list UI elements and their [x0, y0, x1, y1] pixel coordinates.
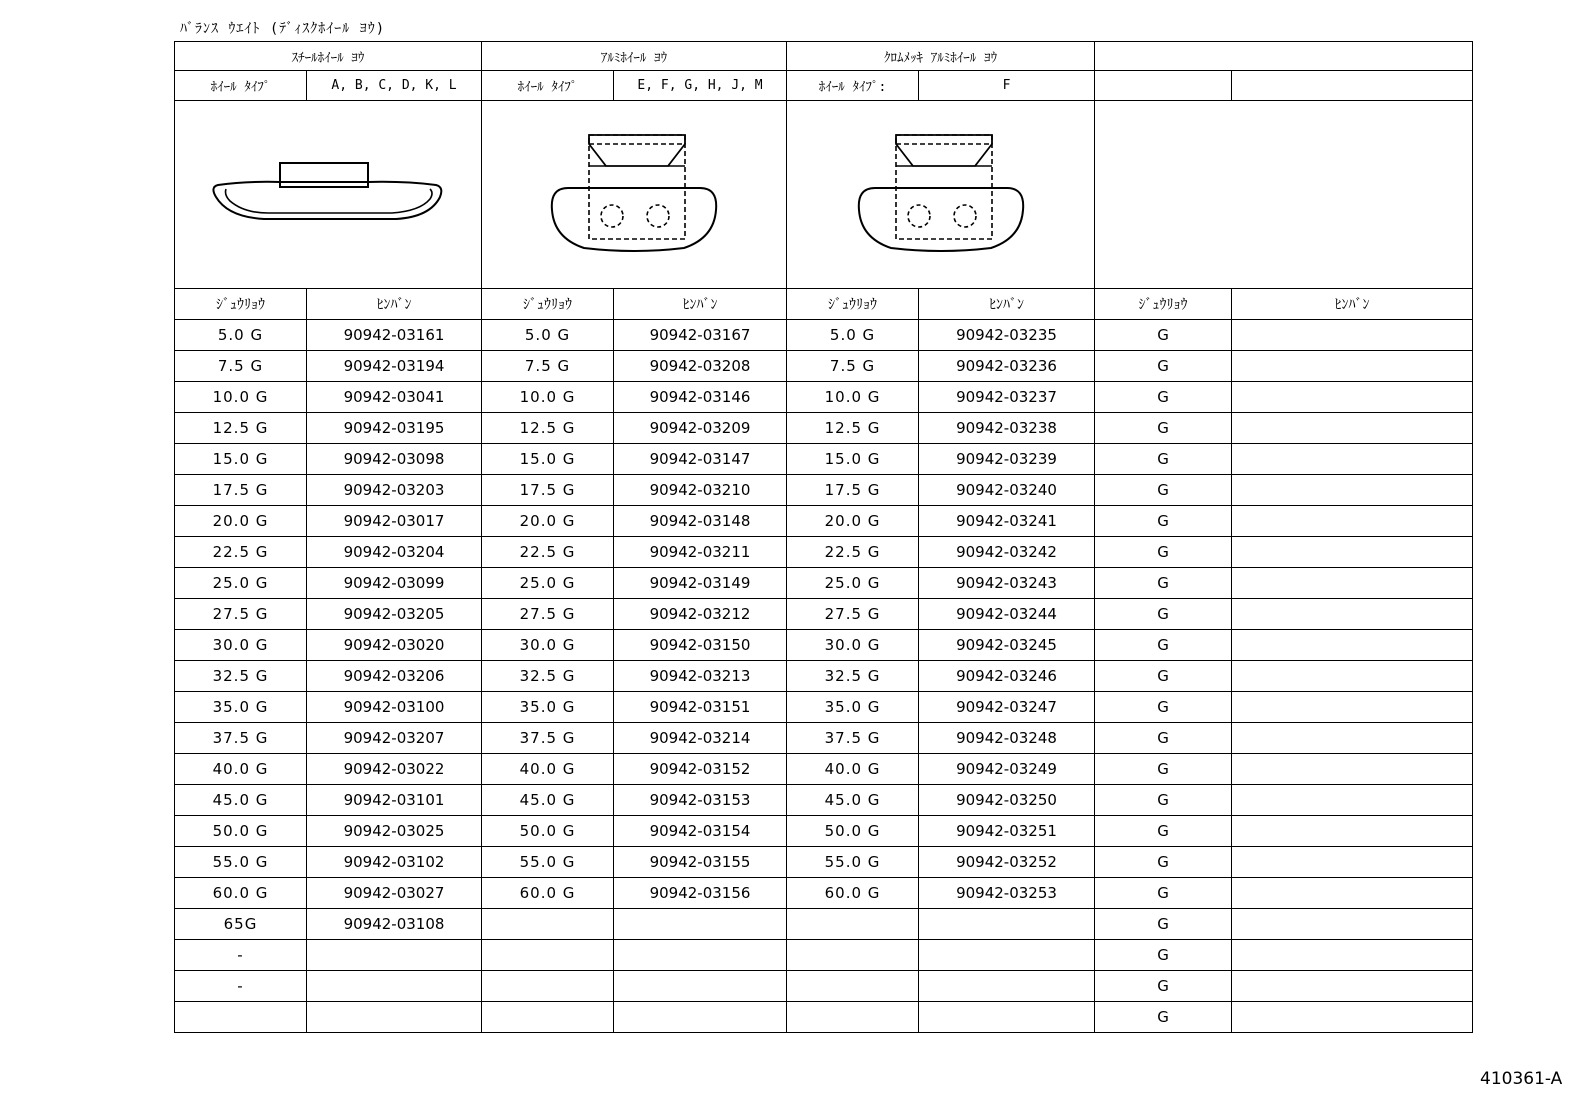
part-number-cell: [1232, 351, 1473, 382]
part-number-cell: 90942-03249: [919, 754, 1095, 785]
group-header-alumi: ｱﾙﾐﾎｲｰﾙ ﾖｳ: [482, 42, 787, 71]
wheel-type-value: F: [919, 71, 1095, 101]
weight-cell: 32.5 G: [482, 661, 614, 692]
adhesive-weight-icon: [851, 130, 1031, 260]
weight-cell: 37.5 G: [175, 723, 307, 754]
page-title: ﾊﾞﾗﾝｽ ｳｴｲﾄ (ﾃﾞｨｽｸﾎｲｰﾙ ﾖｳ): [180, 21, 386, 37]
weight-cell: 27.5 G: [175, 599, 307, 630]
part-number-cell: [307, 940, 482, 971]
table-row: [175, 351, 1473, 382]
weight-column-header: ｼﾞｭｳﾘｮｳ: [787, 289, 919, 320]
part-number-cell: 90942-03100: [307, 692, 482, 723]
weight-cell: 30.0 G: [175, 630, 307, 661]
wheel-type-value: A, B, C, D, K, L: [307, 71, 482, 101]
weight-cell: 12.5 G: [482, 413, 614, 444]
part-number-cell: 90942-03017: [307, 506, 482, 537]
weight-cell: 12.5 G: [175, 413, 307, 444]
part-number-cell: 90942-03041: [307, 382, 482, 413]
part-number-cell: 90942-03238: [919, 413, 1095, 444]
weight-cell: [787, 971, 919, 1002]
part-number-cell: 90942-03205: [307, 599, 482, 630]
table-row: [175, 661, 1473, 692]
weight-cell: 60.0 G: [482, 878, 614, 909]
part-number-cell: [1232, 444, 1473, 475]
part-number-cell: 90942-03099: [307, 568, 482, 599]
part-number-cell: 90942-03212: [614, 599, 787, 630]
part-number-cell: [1232, 878, 1473, 909]
part-number-cell: 90942-03025: [307, 816, 482, 847]
blank-diagram-cell: [1095, 101, 1473, 289]
part-number-cell: [1232, 661, 1473, 692]
weight-cell: 27.5 G: [482, 599, 614, 630]
weight-cell: 10.0 G: [482, 382, 614, 413]
weight-cell: G: [1095, 723, 1232, 754]
part-number-cell: 90942-03208: [614, 351, 787, 382]
weight-cell: 7.5 G: [787, 351, 919, 382]
part-number-cell: 90942-03204: [307, 537, 482, 568]
weight-cell: G: [1095, 320, 1232, 351]
part-number-cell: 90942-03156: [614, 878, 787, 909]
part-number-cell: [1232, 847, 1473, 878]
weight-cell: 55.0 G: [175, 847, 307, 878]
part-number-cell: [919, 1002, 1095, 1033]
weight-cell: 12.5 G: [787, 413, 919, 444]
part-number-cell: [1232, 785, 1473, 816]
part-number-cell: 90942-03146: [614, 382, 787, 413]
weight-cell: 50.0 G: [787, 816, 919, 847]
weight-cell: [787, 940, 919, 971]
weight-cell: 25.0 G: [482, 568, 614, 599]
weight-cell: 37.5 G: [787, 723, 919, 754]
wheel-type-value: E, F, G, H, J, M: [614, 71, 787, 101]
wheel-type-value: [1232, 71, 1473, 101]
part-number-cell: 90942-03235: [919, 320, 1095, 351]
part-column-header: ﾋﾝﾊﾞﾝ: [614, 289, 787, 320]
weight-cell: 17.5 G: [787, 475, 919, 506]
weight-cell: G: [1095, 661, 1232, 692]
weight-cell: 7.5 G: [175, 351, 307, 382]
weight-cell: G: [1095, 506, 1232, 537]
part-number-cell: 90942-03195: [307, 413, 482, 444]
weight-cell: 45.0 G: [175, 785, 307, 816]
weight-cell: 5.0 G: [175, 320, 307, 351]
weight-cell: G: [1095, 971, 1232, 1002]
part-number-cell: 90942-03210: [614, 475, 787, 506]
weight-cell: -: [175, 940, 307, 971]
part-number-cell: [1232, 971, 1473, 1002]
part-number-cell: [1232, 320, 1473, 351]
weight-cell: 40.0 G: [175, 754, 307, 785]
part-number-cell: 90942-03206: [307, 661, 482, 692]
balance-weight-table: [174, 41, 1473, 1033]
table-row: [175, 599, 1473, 630]
part-column-header: ﾋﾝﾊﾞﾝ: [919, 289, 1095, 320]
part-number-cell: 90942-03243: [919, 568, 1095, 599]
document-code: 410361-A: [1480, 1069, 1563, 1089]
part-number-cell: [1232, 475, 1473, 506]
weight-cell: 15.0 G: [175, 444, 307, 475]
part-number-cell: 90942-03167: [614, 320, 787, 351]
part-number-cell: 90942-03154: [614, 816, 787, 847]
part-number-cell: 90942-03101: [307, 785, 482, 816]
table-row: [175, 506, 1473, 537]
clip-on-weight-icon: [208, 155, 448, 235]
part-number-cell: [1232, 816, 1473, 847]
part-number-cell: [1232, 940, 1473, 971]
weight-cell: 27.5 G: [787, 599, 919, 630]
part-number-cell: 90942-03211: [614, 537, 787, 568]
part-number-cell: 90942-03020: [307, 630, 482, 661]
part-number-cell: [1232, 1002, 1473, 1033]
weight-cell: G: [1095, 413, 1232, 444]
weight-cell: G: [1095, 599, 1232, 630]
part-number-cell: 90942-03241: [919, 506, 1095, 537]
weight-cell: 35.0 G: [787, 692, 919, 723]
weight-cell: 15.0 G: [787, 444, 919, 475]
part-number-cell: 90942-03244: [919, 599, 1095, 630]
part-number-cell: [1232, 630, 1473, 661]
weight-cell: 37.5 G: [482, 723, 614, 754]
weight-cell: G: [1095, 444, 1232, 475]
weight-cell: 7.5 G: [482, 351, 614, 382]
part-number-cell: 90942-03253: [919, 878, 1095, 909]
weight-cell: [482, 909, 614, 940]
weight-cell: [482, 940, 614, 971]
part-number-cell: 90942-03245: [919, 630, 1095, 661]
weight-cell: [787, 909, 919, 940]
part-number-cell: [1232, 723, 1473, 754]
weight-cell: 32.5 G: [787, 661, 919, 692]
part-number-cell: 90942-03252: [919, 847, 1095, 878]
part-number-cell: [1232, 506, 1473, 537]
table-row: [175, 816, 1473, 847]
part-number-cell: 90942-03161: [307, 320, 482, 351]
adhesive-weight-icon: [544, 130, 724, 260]
part-number-cell: 90942-03250: [919, 785, 1095, 816]
part-number-cell: 90942-03151: [614, 692, 787, 723]
wheel-type-label: [1095, 71, 1232, 101]
weight-cell: G: [1095, 940, 1232, 971]
weight-cell: 10.0 G: [175, 382, 307, 413]
table-row: [175, 754, 1473, 785]
table-row: [175, 320, 1473, 351]
weight-cell: 30.0 G: [787, 630, 919, 661]
part-number-cell: 90942-03207: [307, 723, 482, 754]
weight-cell: G: [1095, 816, 1232, 847]
wheel-type-label: ﾎｲｰﾙ ﾀｲﾌﾟ:: [787, 71, 919, 101]
wheel-type-label: ﾎｲｰﾙ ﾀｲﾌﾟ: [482, 71, 614, 101]
table-row: [175, 630, 1473, 661]
part-number-cell: [614, 1002, 787, 1033]
wheel-type-label: ﾎｲｰﾙ ﾀｲﾌﾟ: [175, 71, 307, 101]
weight-cell: G: [1095, 909, 1232, 940]
weight-cell: 35.0 G: [482, 692, 614, 723]
part-number-cell: [614, 971, 787, 1002]
steel-weight-diagram: [175, 101, 482, 289]
part-number-cell: [1232, 754, 1473, 785]
part-number-cell: 90942-03236: [919, 351, 1095, 382]
part-number-cell: 90942-03147: [614, 444, 787, 475]
part-number-cell: 90942-03194: [307, 351, 482, 382]
weight-cell: 30.0 G: [482, 630, 614, 661]
part-number-cell: 90942-03149: [614, 568, 787, 599]
table-row: [175, 785, 1473, 816]
table-row: [175, 1002, 1473, 1033]
group-header-steel: ｽﾁｰﾙﾎｲｰﾙ ﾖｳ: [175, 42, 482, 71]
table-row: [175, 537, 1473, 568]
weight-cell: [175, 1002, 307, 1033]
weight-cell: 20.0 G: [787, 506, 919, 537]
part-number-cell: [307, 1002, 482, 1033]
weight-cell: G: [1095, 382, 1232, 413]
part-number-cell: 90942-03022: [307, 754, 482, 785]
weight-cell: 55.0 G: [787, 847, 919, 878]
weight-cell: 60.0 G: [787, 878, 919, 909]
table-body: [175, 320, 1473, 1033]
weight-cell: 17.5 G: [175, 475, 307, 506]
part-number-cell: 90942-03102: [307, 847, 482, 878]
part-number-cell: 90942-03240: [919, 475, 1095, 506]
weight-cell: 5.0 G: [482, 320, 614, 351]
weight-cell: G: [1095, 1002, 1232, 1033]
weight-cell: 15.0 G: [482, 444, 614, 475]
weight-cell: G: [1095, 351, 1232, 382]
part-number-cell: 90942-03237: [919, 382, 1095, 413]
part-number-cell: 90942-03248: [919, 723, 1095, 754]
weight-cell: 20.0 G: [175, 506, 307, 537]
weight-cell: 22.5 G: [787, 537, 919, 568]
weight-cell: 55.0 G: [482, 847, 614, 878]
weight-column-header: ｼﾞｭｳﾘｮｳ: [482, 289, 614, 320]
weight-cell: 22.5 G: [175, 537, 307, 568]
part-number-cell: [1232, 413, 1473, 444]
part-number-cell: [1232, 568, 1473, 599]
weight-cell: 10.0 G: [787, 382, 919, 413]
table-row: [175, 692, 1473, 723]
group-header-chrome: ｸﾛﾑﾒｯｷ ｱﾙﾐﾎｲｰﾙ ﾖｳ: [787, 42, 1095, 71]
weight-cell: 40.0 G: [482, 754, 614, 785]
weight-cell: G: [1095, 785, 1232, 816]
weight-cell: 65G: [175, 909, 307, 940]
part-number-cell: [1232, 909, 1473, 940]
part-number-cell: 90942-03246: [919, 661, 1095, 692]
weight-column-header: ｼﾞｭｳﾘｮｳ: [175, 289, 307, 320]
part-number-cell: 90942-03108: [307, 909, 482, 940]
chrome-weight-diagram: [787, 101, 1095, 289]
weight-cell: 45.0 G: [787, 785, 919, 816]
table-row: [175, 971, 1473, 1002]
weight-cell: G: [1095, 537, 1232, 568]
table-row: [175, 382, 1473, 413]
weight-cell: G: [1095, 847, 1232, 878]
part-number-cell: 90942-03242: [919, 537, 1095, 568]
part-number-cell: [1232, 692, 1473, 723]
part-number-cell: 90942-03247: [919, 692, 1095, 723]
weight-cell: 32.5 G: [175, 661, 307, 692]
part-number-cell: 90942-03098: [307, 444, 482, 475]
part-number-cell: [1232, 382, 1473, 413]
weight-cell: [482, 1002, 614, 1033]
table-row: [175, 444, 1473, 475]
weight-cell: 50.0 G: [175, 816, 307, 847]
weight-cell: 20.0 G: [482, 506, 614, 537]
part-number-cell: 90942-03214: [614, 723, 787, 754]
table-row: [175, 475, 1473, 506]
part-number-cell: [307, 971, 482, 1002]
table-row: [175, 723, 1473, 754]
weight-cell: G: [1095, 692, 1232, 723]
weight-cell: 17.5 G: [482, 475, 614, 506]
table-row: [175, 847, 1473, 878]
weight-cell: 35.0 G: [175, 692, 307, 723]
weight-column-header: ｼﾞｭｳﾘｮｳ: [1095, 289, 1232, 320]
part-column-header: ﾋﾝﾊﾞﾝ: [307, 289, 482, 320]
weight-cell: G: [1095, 475, 1232, 506]
part-number-cell: 90942-03027: [307, 878, 482, 909]
part-number-cell: [614, 909, 787, 940]
weight-cell: -: [175, 971, 307, 1002]
table-row: [175, 878, 1473, 909]
table-row: [175, 413, 1473, 444]
part-number-cell: 90942-03148: [614, 506, 787, 537]
part-number-cell: 90942-03203: [307, 475, 482, 506]
weight-cell: 45.0 G: [482, 785, 614, 816]
part-number-cell: [919, 909, 1095, 940]
table-row: [175, 909, 1473, 940]
weight-cell: [787, 1002, 919, 1033]
weight-cell: 60.0 G: [175, 878, 307, 909]
table-row: [175, 568, 1473, 599]
part-number-cell: 90942-03209: [614, 413, 787, 444]
part-number-cell: [1232, 599, 1473, 630]
part-number-cell: 90942-03155: [614, 847, 787, 878]
weight-cell: 40.0 G: [787, 754, 919, 785]
weight-cell: 25.0 G: [787, 568, 919, 599]
part-number-cell: [614, 940, 787, 971]
weight-cell: [482, 971, 614, 1002]
part-number-cell: [1232, 537, 1473, 568]
part-number-cell: 90942-03213: [614, 661, 787, 692]
weight-cell: 5.0 G: [787, 320, 919, 351]
weight-cell: 22.5 G: [482, 537, 614, 568]
part-column-header: ﾋﾝﾊﾞﾝ: [1232, 289, 1473, 320]
alumi-weight-diagram: [482, 101, 787, 289]
weight-cell: G: [1095, 754, 1232, 785]
part-number-cell: 90942-03239: [919, 444, 1095, 475]
part-number-cell: 90942-03251: [919, 816, 1095, 847]
part-number-cell: 90942-03152: [614, 754, 787, 785]
table-row: [175, 940, 1473, 971]
weight-cell: G: [1095, 568, 1232, 599]
part-number-cell: 90942-03153: [614, 785, 787, 816]
weight-cell: 25.0 G: [175, 568, 307, 599]
weight-cell: G: [1095, 878, 1232, 909]
weight-cell: 50.0 G: [482, 816, 614, 847]
part-number-cell: 90942-03150: [614, 630, 787, 661]
part-number-cell: [919, 971, 1095, 1002]
group-header-blank: [1095, 42, 1473, 71]
part-number-cell: [919, 940, 1095, 971]
weight-cell: G: [1095, 630, 1232, 661]
